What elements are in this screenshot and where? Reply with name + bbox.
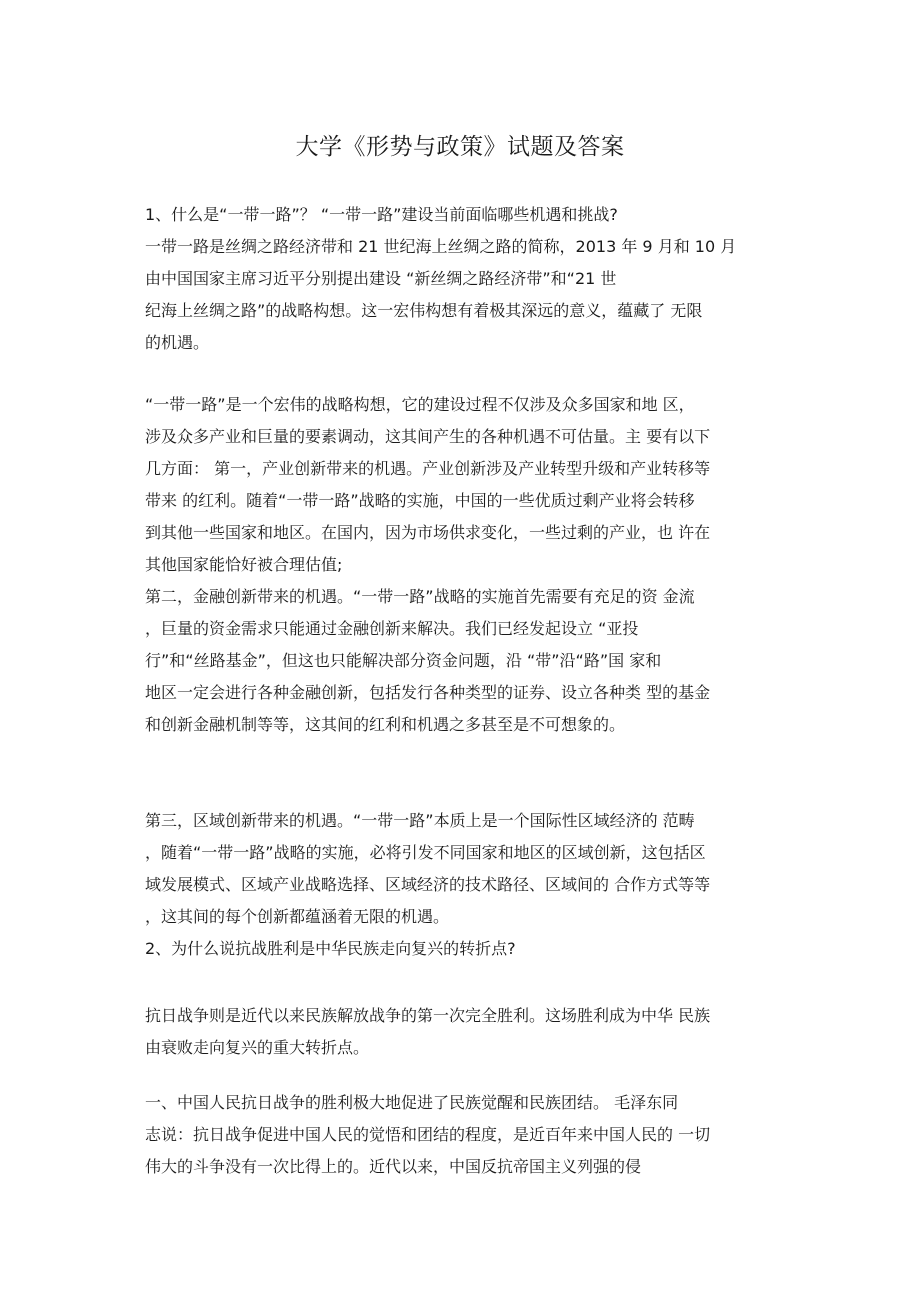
paragraph-block-4: [145, 1000, 785, 1064]
text-line: 纪海上丝绸之路”的战略构想。这一宏伟构想有着极其深远的意义，蕴藏了 无限: [145, 301, 703, 320]
text-line: ，这其间的每个创新都蕴涵着无限的机遇。: [145, 907, 450, 926]
text-line: 的机遇。: [145, 333, 210, 352]
text-line: 伟大的斗争没有一次比得上的。近代以来，中国反抗帝国主义列强的侵: [145, 1157, 642, 1176]
text-line: 第三，区域创新带来的机遇。“一带一路”本质上是一个国际性区域经济的 范畴: [145, 811, 695, 830]
paragraph-block-1: [145, 199, 785, 359]
text-line: 到其他一些国家和地区。在国内，因为市场供求变化，一些过剩的产业，也 许在: [145, 523, 711, 542]
text-line: 一、中国人民抗日战争的胜利极大地促进了民族觉醒和民族团结。 毛泽东同: [145, 1093, 679, 1112]
paragraph-block-5: [145, 1087, 785, 1183]
text-line: 和创新金融机制等等，这其间的红利和机遇之多甚至是不可想象的。: [145, 715, 626, 734]
text-line: 涉及众多产业和巨量的要素调动，这其间产生的各种机遇不可估量。主 要有以下: [145, 427, 711, 446]
paragraph-block-3: [145, 805, 785, 965]
text-line: 第二，金融创新带来的机遇。“一带一路”战略的实施首先需要有充足的资 金流: [145, 587, 695, 606]
text-line: 抗日战争则是近代以来民族解放战争的第一次完全胜利。这场胜利成为中华 民族: [145, 1006, 711, 1025]
text-line: 志说：抗日战争促进中国人民的觉悟和团结的程度，是近百年来中国人民的 一切: [145, 1125, 711, 1144]
text-line: 域发展模式、区域产业战略选择、区域经济的技术路径、区域间的 合作方式等等: [145, 875, 711, 894]
document-title: 大学《形势与政策》试题及答案: [295, 134, 625, 160]
text-line: 由衰败走向复兴的重大转折点。: [145, 1038, 370, 1057]
paragraph-block-2: [145, 389, 785, 741]
text-line: 地区一定会进行各种金融创新，包括发行各种类型的证券、设立各种类 型的基金: [145, 683, 711, 702]
text-line: ，随着“一带一路”战略的实施，必将引发不同国家和地区的区域创新，这包括区: [145, 843, 706, 862]
text-line: ，巨量的资金需求只能通过金融创新来解决。我们已经发起设立 “亚投: [145, 619, 639, 638]
section-heading: 2、为什么说抗战胜利是中华民族走向复兴的转折点?: [145, 939, 516, 958]
text-line: 其他国家能恰好被合理估值;: [145, 555, 343, 574]
text-line: 1、什么是“一带一路”？ “一带一路”建设当前面临哪些机遇和挑战?: [145, 205, 618, 224]
text-line: “一带一路”是一个宏伟的战略构想，它的建设过程不仅涉及众多国家和地 区，: [145, 395, 695, 414]
text-line: 带来 的红利。随着“一带一路”战略的实施，中国的一些优质过剩产业将会转移: [145, 491, 695, 510]
text-line: 一带一路是丝绸之路经济带和 21 世纪海上丝绸之路的简称，2013 年 9 月和 10 月: [145, 237, 737, 256]
text-line: 行”和“丝路基金”，但这也只能解决部分资金问题，沿 “带”沿“路”国 家和: [145, 651, 662, 670]
text-line: 几方面： 第一，产业创新带来的机遇。产业创新涉及产业转型升级和产业转移等: [145, 459, 711, 478]
text-line: 由中国国家主席习近平分别提出建设 “新丝绸之路经济带”和“21 世: [145, 269, 617, 288]
